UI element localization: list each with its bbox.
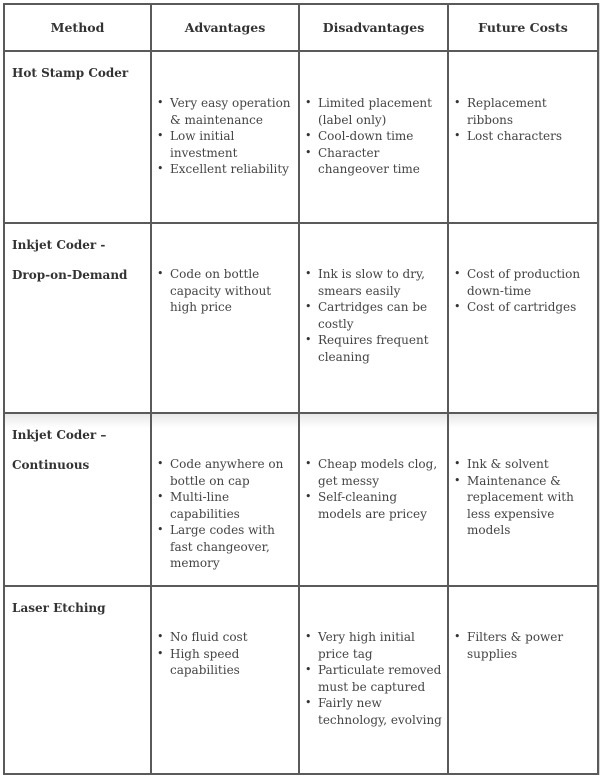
header-method: Method — [4, 4, 151, 51]
header-future-costs: Future Costs — [448, 4, 598, 51]
table-row-inkjet-dod — [4, 223, 598, 413]
future-costs-cell — [448, 223, 598, 413]
method-subname: Continuous — [12, 458, 90, 472]
method-name: Laser Etching — [12, 601, 106, 615]
disadvantages-cell — [299, 223, 448, 413]
disadvantages-cell — [299, 51, 448, 223]
advantages-cell — [151, 51, 299, 223]
table-row-inkjet-continuous — [4, 413, 598, 586]
list-item: • Filters & power supplies — [467, 629, 593, 662]
header-advantages: Advantages — [151, 4, 299, 51]
advantages-cell — [151, 586, 299, 774]
advantages-cell — [151, 413, 299, 586]
list-item: • Lost characters — [467, 128, 593, 145]
list-item: • Cartridges can be costly — [318, 299, 443, 332]
method-name: Inkjet Coder – — [12, 428, 107, 442]
method-subname: Drop-on-Demand — [12, 268, 128, 282]
list-item: • Fairly new technology, evolving — [318, 695, 443, 728]
list-item: • Large codes with fast changeover, memory — [170, 522, 294, 572]
future-costs-cell — [448, 586, 598, 774]
advantages-cell — [151, 223, 299, 413]
list-item: • Multi-line capabilities — [170, 489, 294, 522]
header-disadvantages: Disadvantages — [299, 4, 448, 51]
method-name: Inkjet Coder - — [12, 238, 106, 252]
method-cell — [4, 51, 151, 223]
list-item: • Cheap models clog, get messy — [318, 456, 443, 489]
list-item: • Character changeover time — [318, 145, 443, 178]
table-row-laser-etching — [4, 586, 598, 774]
list-item: • Maintenance & replacement with less expensive models — [467, 473, 593, 539]
coder-comparison-table — [3, 3, 599, 775]
list-item: • Cost of cartridges — [467, 299, 593, 316]
method-name: Hot Stamp Coder — [12, 66, 129, 80]
method-cell — [4, 413, 151, 586]
list-item: • Code on bottle capacity without high price — [170, 266, 294, 316]
list-item: • Particulate removed must be captured — [318, 662, 443, 695]
method-cell — [4, 586, 151, 774]
future-costs-cell — [448, 51, 598, 223]
list-item: • Code anywhere on bottle on cap — [170, 456, 294, 489]
list-item: • Ink & solvent — [467, 456, 593, 473]
list-item: • Requires frequent cleaning — [318, 332, 443, 365]
list-item: • Very easy operation & maintenance — [170, 95, 294, 128]
disadvantages-cell — [299, 413, 448, 586]
disadvantages-cell — [299, 586, 448, 774]
method-cell — [4, 223, 151, 413]
list-item: • Very high initial price tag — [318, 629, 443, 662]
list-item: • No fluid cost — [170, 629, 294, 646]
list-item: • High speed capabilities — [170, 646, 294, 679]
future-costs-cell — [448, 413, 598, 586]
list-item: • Cool-down time — [318, 128, 443, 145]
list-item: • Replacement ribbons — [467, 95, 593, 128]
list-item: • Low initial investment — [170, 128, 294, 161]
table-row-hot-stamp — [4, 51, 598, 223]
list-item: • Ink is slow to dry, smears easily — [318, 266, 443, 299]
list-item: • Limited placement (label only) — [318, 95, 443, 128]
list-item: • Excellent reliability — [170, 161, 294, 178]
list-item: • Self-cleaning models are pricey — [318, 489, 443, 522]
list-item: • Cost of production down-time — [467, 266, 593, 299]
header-row — [4, 4, 598, 51]
